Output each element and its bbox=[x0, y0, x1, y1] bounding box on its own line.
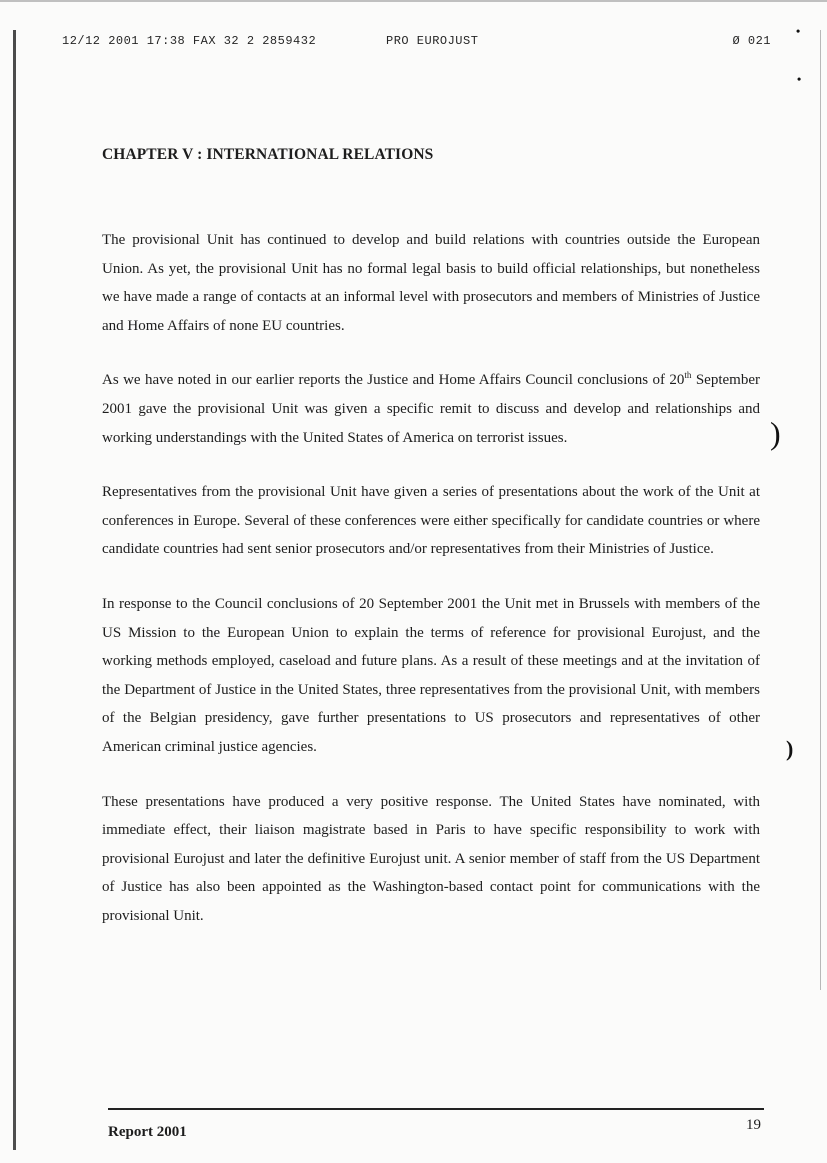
scan-edge-right bbox=[820, 30, 821, 990]
footer-rule bbox=[108, 1108, 764, 1110]
fax-page-ref: Ø 021 bbox=[732, 34, 771, 48]
scan-mark-dot: • bbox=[797, 72, 802, 86]
body-text bbox=[102, 226, 760, 956]
hole-punch-mark: ) bbox=[770, 415, 781, 451]
fax-transmission-line: 12/12 2001 17:38 FAX 32 2 2859432 bbox=[62, 34, 317, 48]
ordinal-superscript: th bbox=[684, 370, 692, 381]
paragraph-council-remit-rest: September 2001 gave the provisional Unit was given a specific remit to discuss and develop and relationships and working understandings with the United States of America on terrorist issues. bbox=[102, 372, 760, 446]
paragraph-presentations: Representatives from the provisional Unit have given a series of presentations about the work of the Unit at conferences in Europe. Several of these conferences were either specifically for candidate countries or where candidate countries had sent senior prosecutors and/or representatives from their Ministries of Justice. bbox=[102, 484, 760, 558]
page-number: 19 bbox=[746, 1117, 761, 1133]
fax-header bbox=[62, 34, 771, 52]
scan-edge-top bbox=[0, 0, 827, 2]
paragraph-positive-response: These presentations have produced a very positive response. The United States have nominated, with immediate effect, their liaison magistrate based in Paris to have specific responsibility to work with provisional Eurojust and later the definitive Eurojust unit. A senior member of staff from the US Department of Justice has also been appointed as the Washington-based contact point for communications with the provisional Unit. bbox=[102, 793, 760, 924]
paragraph-council-remit bbox=[102, 366, 760, 452]
chapter-title: CHAPTER V : INTERNATIONAL RELATIONS bbox=[102, 146, 434, 163]
paragraph-us-mission: In response to the Council conclusions of 20 September 2001 the Unit met in Brussels with members of the US Mission to the European Union to explain the terms of reference for provisional Eurojust, and the working methods employed, caseload and future plans. As a result of these meetings and at the invitation of the Department of Justice in the United States, three representatives from the provisional Unit, with members of the Belgian presidency, gave further presentations to US prosecutors and representatives of other American criminal justice agencies. bbox=[102, 595, 760, 755]
paragraph-council-remit-lead: As we have noted in our earlier reports the Justice and Home Affairs Council conclusions of 20 bbox=[102, 372, 685, 389]
scan-mark-dot: • bbox=[796, 24, 801, 38]
fax-sender: PRO EUROJUST bbox=[386, 34, 479, 48]
hole-punch-mark: ) bbox=[786, 736, 794, 761]
paragraph-outside-relations: The provisional Unit has continued to develop and build relations with countries outside the European Union. As yet, the provisional Unit has no formal legal basis to build official relationships, but nonetheless we have made a range of contacts at an informal level with prosecutors and members of Ministries of Justice and Home Affairs of none EU countries. bbox=[102, 232, 760, 334]
scan-edge-left bbox=[13, 30, 16, 1150]
footer-report-label: Report 2001 bbox=[108, 1124, 187, 1140]
